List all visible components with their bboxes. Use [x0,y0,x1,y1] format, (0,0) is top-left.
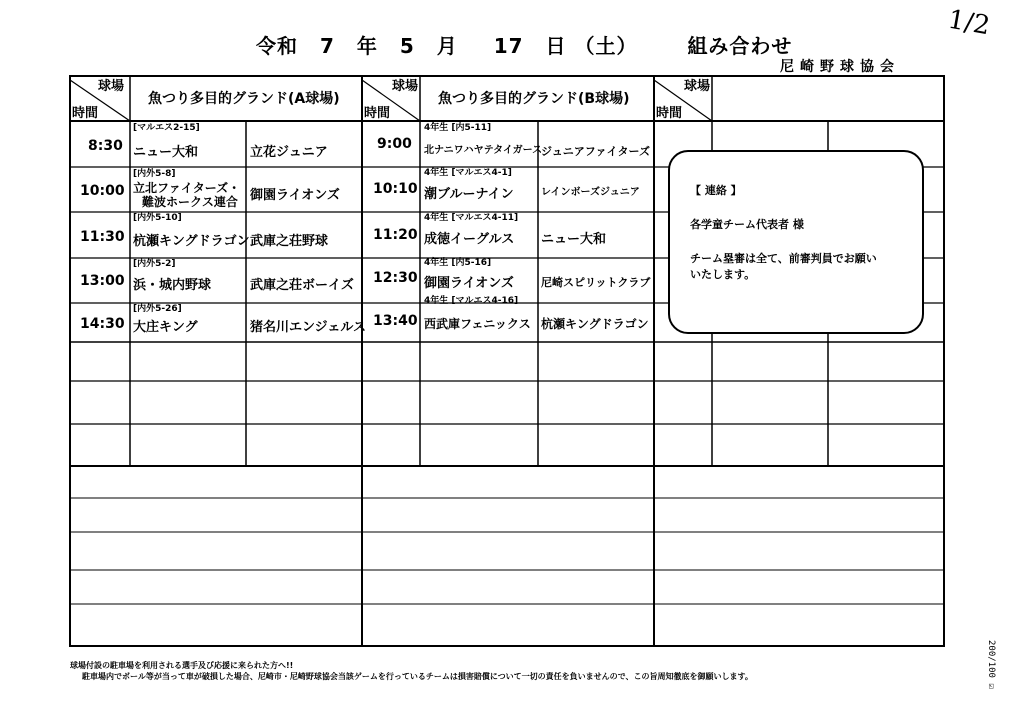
home-team: 成徳イーグルス [424,232,515,247]
game-time: 14:30 [80,316,125,332]
footer-line-1: 球場付設の駐車場を利用される選手及び応援に来られた方へ!! [70,661,294,670]
notice-heading: 【 連絡 】 [690,184,742,197]
notice-line-2: いたします。 [690,268,756,281]
away-team: 杭瀬キングドラゴン [541,317,649,331]
home-team: ニュー大和 [133,145,199,160]
month: 5 [399,34,415,58]
away-team: 尼崎スピリットクラブ [541,276,651,289]
game-division: [内外5-10] [133,213,182,223]
away-team: 武庫之荘ボーイズ [250,278,354,293]
away-team: 御園ライオンズ [250,188,340,203]
weekday: （土） [574,34,638,58]
home-team: 杭瀬キングドラゴン [133,234,250,249]
page-number: 1/2 [945,4,993,42]
home-team: 大庄キング [133,320,198,335]
game-division: 4年生 [マルエス4-11] [424,213,519,223]
day: 17 [493,34,524,58]
game-time: 12:30 [373,270,418,286]
schedule-title: 組み合わせ [687,34,793,58]
home-team: 立北ファイターズ・ [133,181,241,195]
home-team: 御園ライオンズ [424,276,514,291]
game-time: 13:00 [80,273,125,289]
game-time: 8:30 [88,138,123,154]
field-label-b: 球場 [392,79,419,94]
game-division: [内外5-2] [133,259,176,269]
away-team: 立花ジュニア [250,145,328,160]
game-time: 10:10 [373,181,418,197]
field-a-name: 魚つり多目的グランド(A球場) [148,91,340,107]
era: 令和 [256,34,298,58]
home-team: 浜・城内野球 [133,278,212,293]
game-division: 4年生 [マルエス4-1] [424,168,512,178]
game-time: 11:20 [373,227,418,243]
home-team: 北ナニワハヤテタイガース [424,145,543,156]
away-team: 猪名川エンジェルス [250,320,367,335]
game-time: 13:40 [373,313,418,329]
game-division: [マルエス2-15] [133,123,200,133]
notice-line-1: チーム塁審は全て、前審判員でお願い [690,252,877,265]
year: 7 [319,34,335,58]
game-time: 9:00 [377,136,412,152]
home-team: 潮ブルーナイン [424,187,514,202]
game-division: 4年生 [内5-16] [424,258,492,268]
footer-line-2: 駐車場内でボール等が当って車が破損した場合、尼崎市・尼崎野球協会当該ゲームを行っているチームは損害賠償について一切の責任を負いませんので、この旨周知徹底を御願いします。 [82,672,753,681]
field-b-name: 魚つり多目的グランド(B球場) [438,91,630,107]
month-unit: 月 [436,34,458,58]
time-label-a: 時間 [72,106,99,121]
notice-box [668,150,924,334]
day-unit: 日 [545,34,567,58]
away-team: 武庫之荘野球 [250,234,329,249]
time-label-b: 時間 [364,106,391,121]
fax-mark: 200/100 ☑ [986,640,996,689]
away-team: ジュニアファイターズ [541,145,651,158]
time-label-c: 時間 [656,106,683,121]
game-division: [内外5-8] [133,169,176,179]
game-time: 10:00 [80,183,125,199]
game-division: [内外5-26] [133,304,182,314]
year-unit: 年 [356,34,378,58]
game-time: 11:30 [80,229,125,245]
game-division: 4年生 [マルエス4-16] [424,296,519,306]
away-team: レインボーズジュニア [541,187,640,198]
notice-recipient: 各学童チーム代表者 様 [690,218,804,231]
field-label-c: 球場 [684,79,711,94]
game-division: 4年生 [内5-11] [424,123,492,133]
association-name: 尼崎野球協会 [780,59,900,75]
field-label-a: 球場 [98,79,125,94]
home-team-line2: 難波ホークス連合 [142,195,238,209]
away-team: ニュー大和 [541,232,607,247]
home-team: 西武庫フェニックス [424,317,531,331]
